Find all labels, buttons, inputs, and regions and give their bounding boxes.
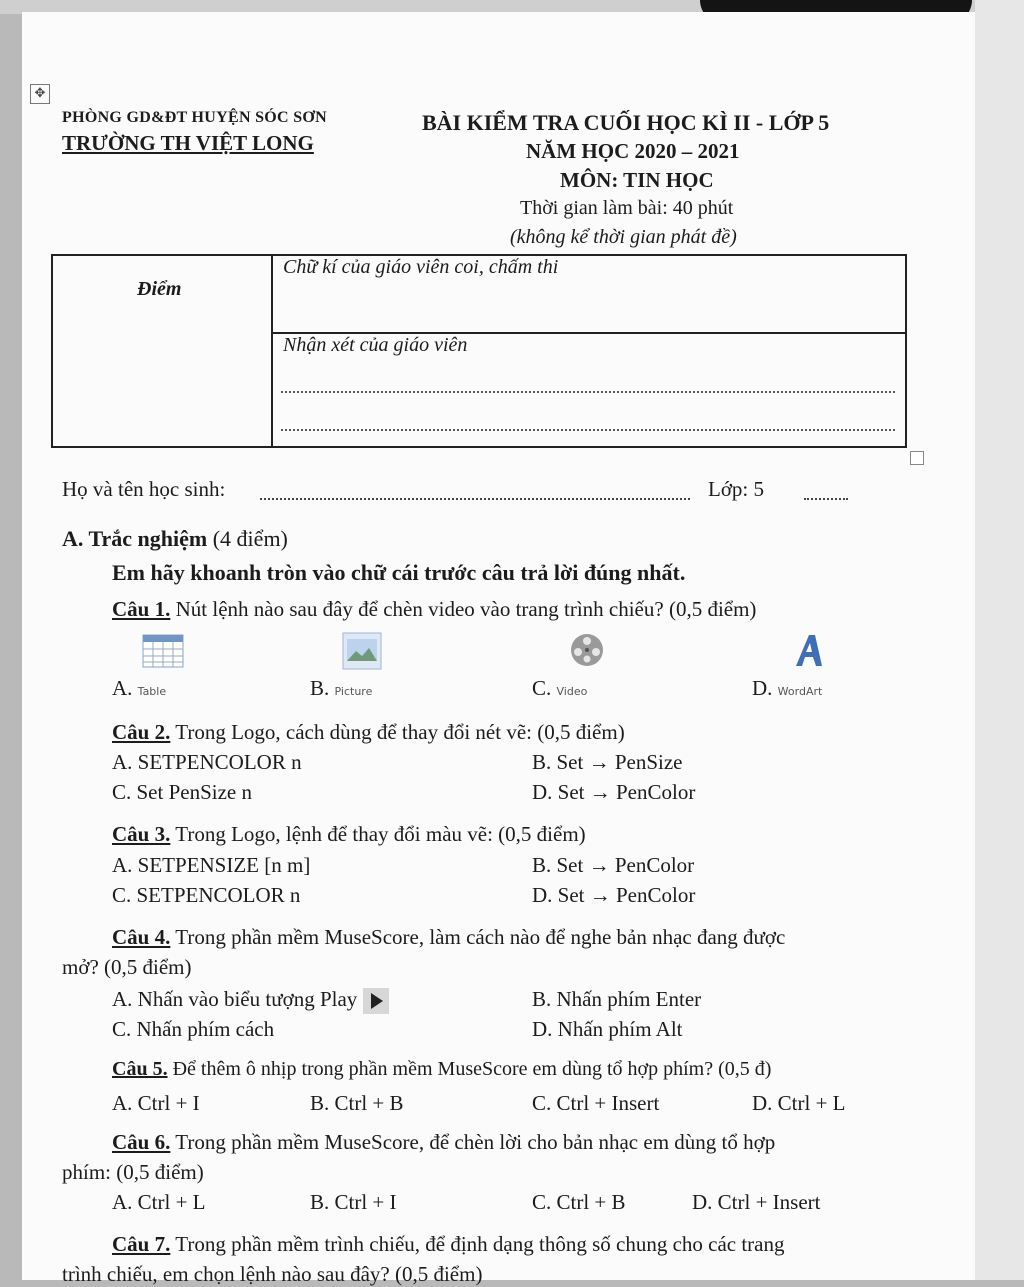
option-3c: C. SETPENCOLOR n — [112, 883, 301, 907]
question-4-continued: mở? (0,5 điểm) — [62, 955, 192, 979]
question-label: Câu 5. — [112, 1058, 168, 1080]
question-text: Trong phần mềm MuseScore, làm cách nào để nghe bản nhạc đang được — [170, 925, 786, 949]
subject: MÔN: TIN HỌC — [560, 168, 714, 192]
table-move-handle-icon[interactable]: ✥ — [30, 84, 50, 104]
question-text: Để thêm ô nhịp trong phần mềm MuseScore em dùng tổ hợp phím? (0,5 đ) — [167, 1058, 772, 1080]
option-text: A. Nhấn vào biểu tượng Play — [112, 987, 358, 1011]
question-6 — [112, 1130, 775, 1155]
option-caption: Video — [556, 685, 588, 698]
option-6a: A. Ctrl + L — [112, 1190, 206, 1214]
option-6b: B. Ctrl + I — [310, 1190, 397, 1214]
option-1b — [310, 676, 372, 701]
exam-duration: Thời gian làm bài: 40 phút — [520, 197, 734, 219]
question-5 — [112, 1058, 771, 1081]
option-5b: B. Ctrl + B — [310, 1091, 404, 1115]
score-label: Điểm — [137, 278, 182, 300]
comment-line — [281, 391, 895, 393]
question-text: Nút lệnh nào sau đây để chèn video vào trang trình chiếu? (0,5 điểm) — [170, 597, 757, 621]
video-icon — [567, 632, 607, 673]
duration-note: (không kể thời gian phát đề) — [510, 226, 737, 248]
play-icon — [363, 988, 389, 1014]
option-3a: A. SETPENSIZE [n m] — [112, 853, 311, 877]
option-1a — [112, 676, 166, 701]
school-year: NĂM HỌC 2020 – 2021 — [526, 139, 740, 163]
section-a-title — [62, 526, 288, 552]
question-2 — [112, 720, 625, 745]
question-label: Câu 2. — [112, 720, 171, 744]
table-divider — [271, 256, 273, 446]
department-name: PHÒNG GD&ĐT HUYỆN SÓC SƠN — [62, 109, 328, 126]
option-2a: A. SETPENCOLOR n — [112, 750, 302, 774]
option-letter: D. — [752, 676, 773, 700]
option-2d: D. Set → PenColor — [532, 780, 696, 804]
question-3 — [112, 822, 586, 847]
option-caption: WordArt — [777, 685, 823, 698]
student-name-label: Họ và tên học sinh: — [62, 477, 226, 501]
document-page — [22, 12, 975, 1286]
question-6-continued: phím: (0,5 điểm) — [62, 1160, 204, 1184]
table-icon — [142, 634, 184, 673]
question-label: Câu 4. — [112, 925, 171, 949]
table-resize-handle[interactable] — [910, 451, 924, 465]
option-4d: D. Nhấn phím Alt — [532, 1017, 683, 1041]
option-2b: B. Set → PenSize — [532, 750, 683, 774]
option-letter: B. — [310, 676, 330, 700]
question-label: Câu 7. — [112, 1232, 171, 1256]
question-7-continued: trình chiếu, em chọn lệnh nào sau đây? (0,5 điểm) — [62, 1262, 483, 1286]
option-5c: C. Ctrl + Insert — [532, 1091, 660, 1115]
exam-title: BÀI KIỂM TRA CUỐI HỌC KÌ II - LỚP 5 — [422, 110, 830, 135]
question-text: Trong Logo, lệnh để thay đổi màu vẽ: (0,5 điểm) — [170, 822, 586, 846]
option-4b: B. Nhấn phím Enter — [532, 987, 702, 1011]
question-label: Câu 3. — [112, 822, 171, 846]
option-2c: C. Set PenSize n — [112, 780, 252, 804]
option-3d: D. Set → PenColor — [532, 883, 696, 907]
class-line — [804, 498, 848, 500]
question-4 — [112, 925, 785, 950]
teacher-comment-label: Nhận xét của giáo viên — [283, 334, 468, 356]
score-table — [51, 254, 907, 448]
question-label: Câu 1. — [112, 597, 171, 621]
option-caption: Table — [137, 685, 167, 698]
option-6d: D. Ctrl + Insert — [692, 1190, 821, 1214]
option-6c: C. Ctrl + B — [532, 1190, 626, 1214]
question-text: Trong phần mềm trình chiếu, để định dạng thông số chung cho các trang — [170, 1232, 785, 1256]
option-5a: A. Ctrl + I — [112, 1091, 200, 1115]
question-7 — [112, 1232, 785, 1257]
option-4a — [112, 987, 389, 1014]
student-name-line — [260, 498, 690, 500]
comment-line — [281, 429, 895, 431]
viewer-right-margin — [975, 0, 1024, 1280]
option-1d — [752, 676, 822, 701]
section-a-instruction: Em hãy khoanh tròn vào chữ cái trước câu trả lời đúng nhất. — [112, 560, 686, 585]
section-a-name: A. Trắc nghiệm — [62, 526, 208, 551]
option-caption: Picture — [334, 685, 373, 698]
option-4c: C. Nhấn phím cách — [112, 1017, 275, 1041]
question-1 — [112, 597, 756, 622]
option-letter: C. — [532, 676, 552, 700]
question-label: Câu 6. — [112, 1130, 171, 1154]
picture-icon — [342, 632, 382, 675]
option-3b: B. Set → PenColor — [532, 853, 695, 877]
question-text: Trong phần mềm MuseScore, để chèn lời cho bản nhạc em dùng tổ hợp — [170, 1130, 776, 1154]
option-1c — [532, 676, 587, 701]
school-name: TRƯỜNG TH VIỆT LONG — [62, 131, 314, 155]
option-letter: A. — [112, 676, 133, 700]
question-text: Trong Logo, cách dùng để thay đổi nét vẽ: (0,5 điểm) — [170, 720, 625, 744]
wordart-icon — [792, 632, 828, 675]
section-a-points: (4 điểm) — [207, 526, 288, 551]
class-label: Lớp: 5 — [708, 477, 765, 501]
option-5d: D. Ctrl + L — [752, 1091, 846, 1115]
signature-label: Chữ kí của giáo viên coi, chấm thi — [283, 256, 559, 278]
